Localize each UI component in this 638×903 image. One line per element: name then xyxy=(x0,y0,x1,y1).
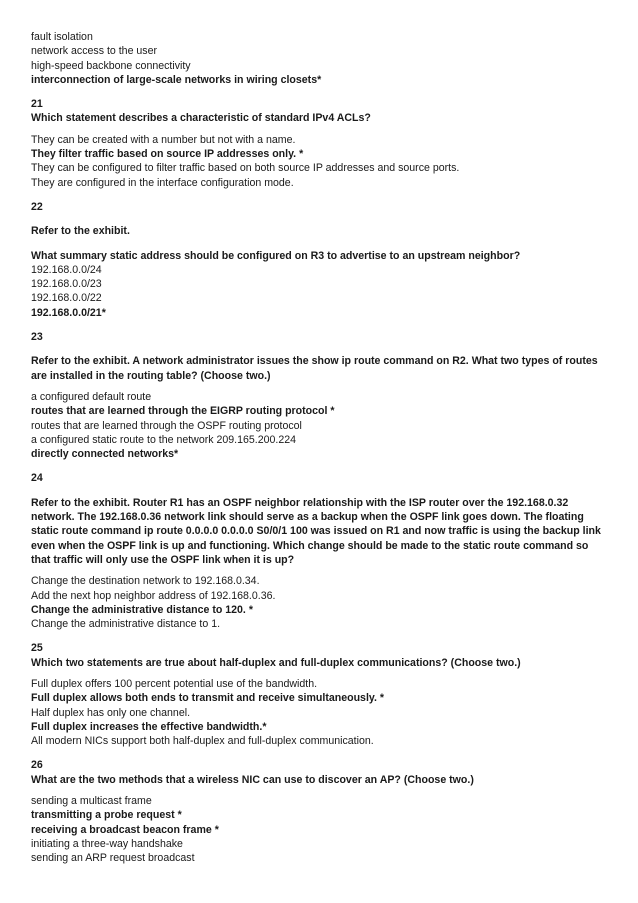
question-number: 21 xyxy=(31,98,43,111)
correct-answer: Full duplex allows both ends to transmit and receive simultaneously. * xyxy=(31,692,385,705)
correct-answer: Full duplex increases the effective bandwidth.* xyxy=(31,720,267,733)
answer-option: sending an ARP request broadcast xyxy=(31,852,195,865)
answer-option: All modern NICs support both half-duplex and full-duplex communication. xyxy=(31,735,374,748)
answer-option: a configured default route xyxy=(31,390,152,403)
answer-option: Change the destination network to 192.168.0.34. xyxy=(31,575,260,588)
question-number: 26 xyxy=(31,759,43,772)
answer-option: high-speed backbone connectivity xyxy=(31,59,191,72)
answer-option: 192.168.0.0/24 xyxy=(31,263,102,276)
question-block-21 xyxy=(31,97,610,190)
question-text: Which statement describes a characteristic of standard IPv4 ACLs? xyxy=(31,112,371,125)
answer-option: network access to the user xyxy=(31,45,158,58)
answer-option: They can be configured to filter traffic based on both source IP addresses and source ports. xyxy=(31,162,460,175)
question-text: What summary static address should be configured on R3 to advertise to an upstream neighbor? xyxy=(31,249,521,262)
correct-answer: directly connected networks* xyxy=(31,448,179,461)
answer-option: Change the administrative distance to 1. xyxy=(31,618,221,631)
question-text: Refer to the exhibit. Router R1 has an OSPF neighbor relationship with the ISP router over the 192.168.0.32 network. The 192.168.0.36 network link should serve as a backup when the OSPF link goes down. The floating static route command ip route 0.0.0.0 0.0.0.0 S0/0/1 100 was issued on R1 and now traffic is using the backup link even when the OSPF link is up and functioning. Which change should be made to the static route command so that traffic will only use the OSPF link when it is up? xyxy=(31,496,601,566)
answer-option: fault isolation xyxy=(31,31,93,43)
correct-answer: Change the administrative distance to 120. * xyxy=(31,603,253,616)
correct-answer: They filter traffic based on source IP addresses only. * xyxy=(31,148,304,161)
answer-option: 192.168.0.0/23 xyxy=(31,278,102,291)
answer-option: They are configured in the interface configuration mode. xyxy=(31,176,294,189)
question-block-23 xyxy=(31,330,610,461)
question-block-24 xyxy=(31,471,610,631)
correct-answer: interconnection of large-scale networks in wiring closets* xyxy=(31,73,322,86)
correct-answer: routes that are learned through the EIGRP routing protocol * xyxy=(31,405,335,418)
question-block-26 xyxy=(31,758,610,865)
correct-answer: transmitting a probe request * xyxy=(31,809,182,822)
question-block-25 xyxy=(31,641,610,748)
exhibit-reference: Refer to the exhibit. xyxy=(31,225,130,238)
answer-option: Half duplex has only one channel. xyxy=(31,706,191,719)
answer-option: They can be created with a number but not with a name. xyxy=(31,133,296,146)
answer-list xyxy=(31,30,610,87)
question-text: Refer to the exhibit. A network administrator issues the show ip route command on R2. What two types of routes are installed in the routing table? (Choose two.) xyxy=(31,355,598,382)
question-text: What are the two methods that a wireless NIC can use to discover an AP? (Choose two.) xyxy=(31,773,474,786)
answer-option: Add the next hop neighbor address of 192.168.0.36. xyxy=(31,589,276,602)
question-number: 25 xyxy=(31,642,43,655)
answer-option: 192.168.0.0/22 xyxy=(31,292,102,305)
question-number: 22 xyxy=(31,200,43,213)
question-text: Which two statements are true about half-duplex and full-duplex communications? (Choose two.) xyxy=(31,656,521,669)
question-block-22 xyxy=(31,200,610,320)
answer-option: sending a multicast frame xyxy=(31,795,152,808)
correct-answer: receiving a broadcast beacon frame * xyxy=(31,823,219,836)
answer-option: routes that are learned through the OSPF routing protocol xyxy=(31,419,302,432)
answer-option: a configured static route to the network 209.165.200.224 xyxy=(31,433,297,446)
question-number: 23 xyxy=(31,331,43,344)
question-number: 24 xyxy=(31,472,43,485)
correct-answer: 192.168.0.0/21* xyxy=(31,306,106,319)
answer-option: initiating a three-way handshake xyxy=(31,837,183,850)
answer-option: Full duplex offers 100 percent potential use of the bandwidth. xyxy=(31,677,318,690)
